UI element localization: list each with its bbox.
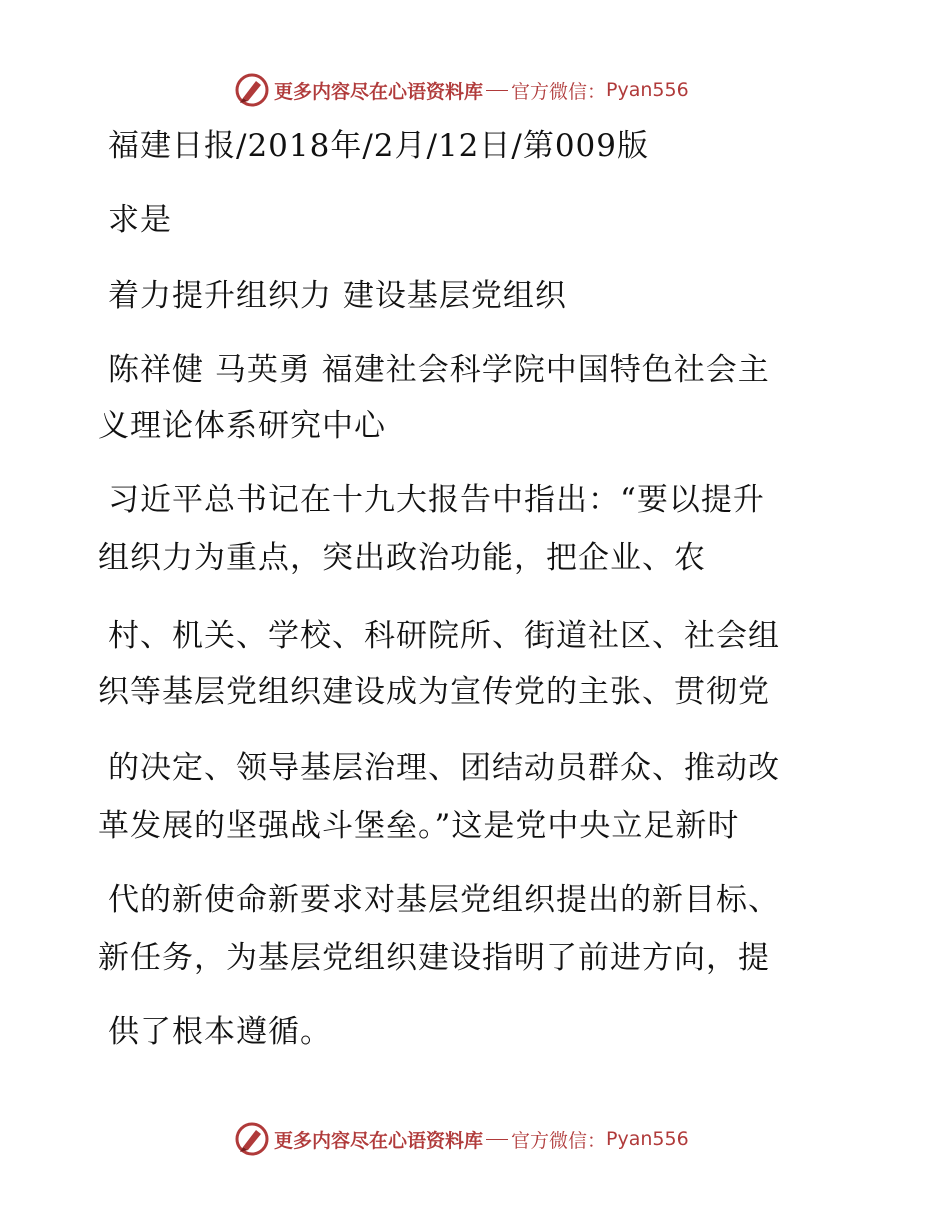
author-line: 义理论体系研究中心 bbox=[98, 408, 386, 444]
body-line: 供了根本遵循。 bbox=[108, 1014, 332, 1050]
article-title: 着力提升组织力 建设基层党组织 bbox=[108, 278, 567, 314]
body-line: 织等基层党组织建设成为宣传党的主张、贯彻党 bbox=[98, 674, 770, 710]
banner-wechat-id: Pyan556 bbox=[606, 79, 689, 101]
banner-separator bbox=[486, 90, 508, 91]
header-watermark-banner bbox=[234, 72, 689, 108]
article-source: 福建日报/2018年/2月/12日/第009版 bbox=[108, 128, 650, 164]
body-line: 村、机关、学校、科研院所、街道社区、社会组 bbox=[108, 618, 780, 654]
banner-wechat-label: 官方微信： bbox=[511, 1129, 607, 1152]
author-line: 陈祥健 马英勇 福建社会科学院中国特色社会主 bbox=[108, 352, 770, 388]
banner-text: 更多内容尽在心语资料库 bbox=[274, 1129, 484, 1152]
banner-text: 更多内容尽在心语资料库 bbox=[274, 80, 484, 103]
banner-wechat-id: Pyan556 bbox=[606, 1128, 689, 1150]
body-line: 革发展的坚强战斗堡垒。”这是党中央立足新时 bbox=[98, 808, 740, 844]
body-line: 新任务，为基层党组织建设指明了前进方向，提 bbox=[98, 940, 770, 976]
body-line: 代的新使命新要求对基层党组织提出的新目标、 bbox=[108, 882, 780, 918]
body-line: 组织力为重点，突出政治功能，把企业、农 bbox=[98, 540, 706, 576]
pen-logo-icon bbox=[234, 72, 270, 108]
banner-wechat-label: 官方微信： bbox=[511, 80, 607, 103]
article-column: 求是 bbox=[108, 202, 172, 238]
body-line: 的决定、领导基层治理、团结动员群众、推动改 bbox=[108, 750, 780, 786]
footer-watermark-banner bbox=[234, 1121, 689, 1157]
banner-separator bbox=[486, 1139, 508, 1140]
body-line: 习近平总书记在十九大报告中指出：“要以提升 bbox=[108, 482, 765, 518]
pen-logo-icon bbox=[234, 1121, 270, 1157]
